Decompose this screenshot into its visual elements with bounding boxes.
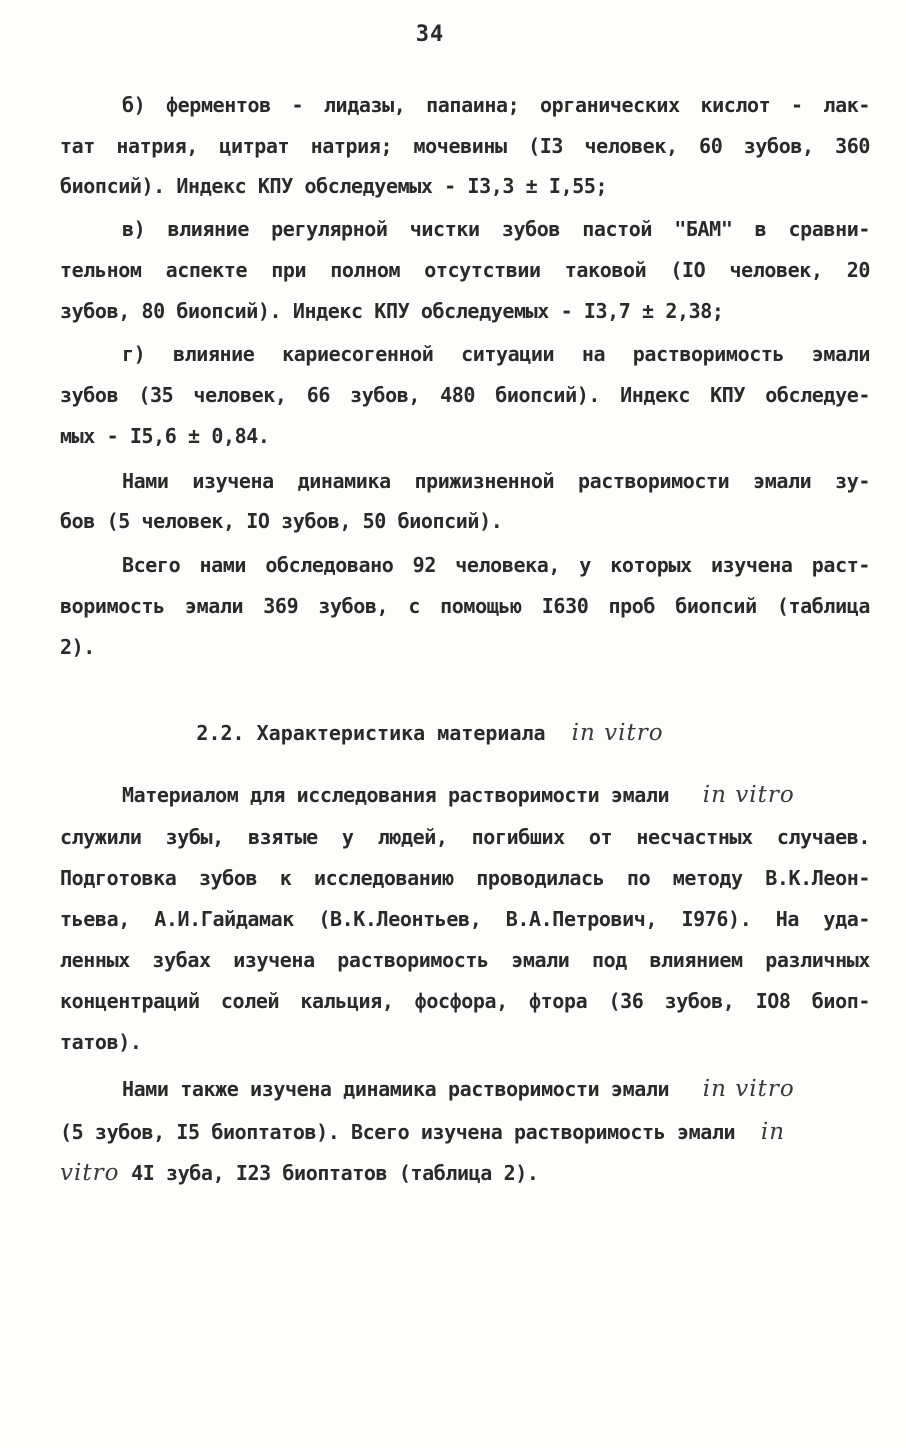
list-item-b-line-1: б) ферментов - лидазы, папаина; органических кислот - лак- [122,93,870,117]
handwritten-in-vitro: in vitro [702,1076,795,1102]
list-item-g-line-1: г) влияние кариесогенной ситуации на растворимость эмали [122,342,870,366]
list-item-g-line-2: зубов (35 человек, 66 зубов, 480 биопсий). Индекс КПУ обследуе- [60,383,870,407]
dynamics-line-1: Нами изучена динамика прижизненной растворимости эмали зу- [122,469,870,493]
handwritten-vitro: vitro [60,1160,120,1186]
dynamics-line-2: бов (5 человек, IO зубов, 50 биопсий). [60,509,503,533]
material-line-4: тьева, А.И.Гайдамак (В.К.Леонтьев, В.А.Петрович, I976). На уда- [60,907,870,931]
material-line-1 [122,780,870,810]
material-line-7: татов). [60,1030,142,1054]
material-line-3: Подготовка зубов к исследованию проводилась по методу В.К.Леон- [60,866,870,890]
list-item-v-line-1: в) влияние регулярной чистки зубов пастой "БАМ" в сравни- [122,217,870,241]
section-heading [0,718,860,748]
vitro-dynamics-line-3-text: 4I зуба, I23 биоптатов (таблица 2). [119,1161,539,1185]
list-item-b-line-3: биопсий). Индекс КПУ обследуемых - I3,3 ± I,55; [60,174,608,198]
material-line-5: ленных зубах изучена растворимость эмали под влиянием различных [60,948,870,972]
section-heading-text: 2.2. Характеристика материала [196,721,546,745]
total-line-3: 2). [60,635,95,659]
material-line-2: служили зубы, взятые у людей, погибших от несчастных случаев. [60,825,870,849]
material-line-1-text: Материалом для исследования растворимости эмали [122,783,670,807]
list-item-b-line-2: тат натрия, цитрат натрия; мочевины (I3 человек, 60 зубов, 360 [60,134,870,158]
total-line-2: воримость эмали 369 зубов, с помощью I630 проб биопсий (таблица [60,594,870,618]
handwritten-in-vitro: in vitro [702,782,795,808]
list-item-v-line-2: тельном аспекте при полном отсутствии таковой (IO человек, 20 [60,258,870,282]
vitro-dynamics-line-3 [60,1158,870,1188]
vitro-dynamics-line-2 [60,1117,870,1147]
handwritten-in: in [760,1119,786,1145]
vitro-dynamics-line-1 [122,1074,870,1104]
vitro-dynamics-line-2-text: (5 зубов, I5 биоптатов). Всего изучена растворимость эмали [60,1120,736,1144]
list-item-g-line-3: мых - I5,6 ± 0,84. [60,424,270,448]
list-item-v-line-3: зубов, 80 биопсий). Индекс КПУ обследуемых - I3,7 ± 2,38; [60,299,724,323]
page-number: 34 [415,22,445,47]
total-line-1: Всего нами обследовано 92 человека, у которых изучена раст- [122,553,870,577]
vitro-dynamics-line-1-text: Нами также изучена динамика растворимости эмали [122,1077,670,1101]
handwritten-in-vitro: in vitro [571,720,664,746]
material-line-6: концентраций солей кальция, фосфора, фтора (36 зубов, IO8 биоп- [60,989,870,1013]
